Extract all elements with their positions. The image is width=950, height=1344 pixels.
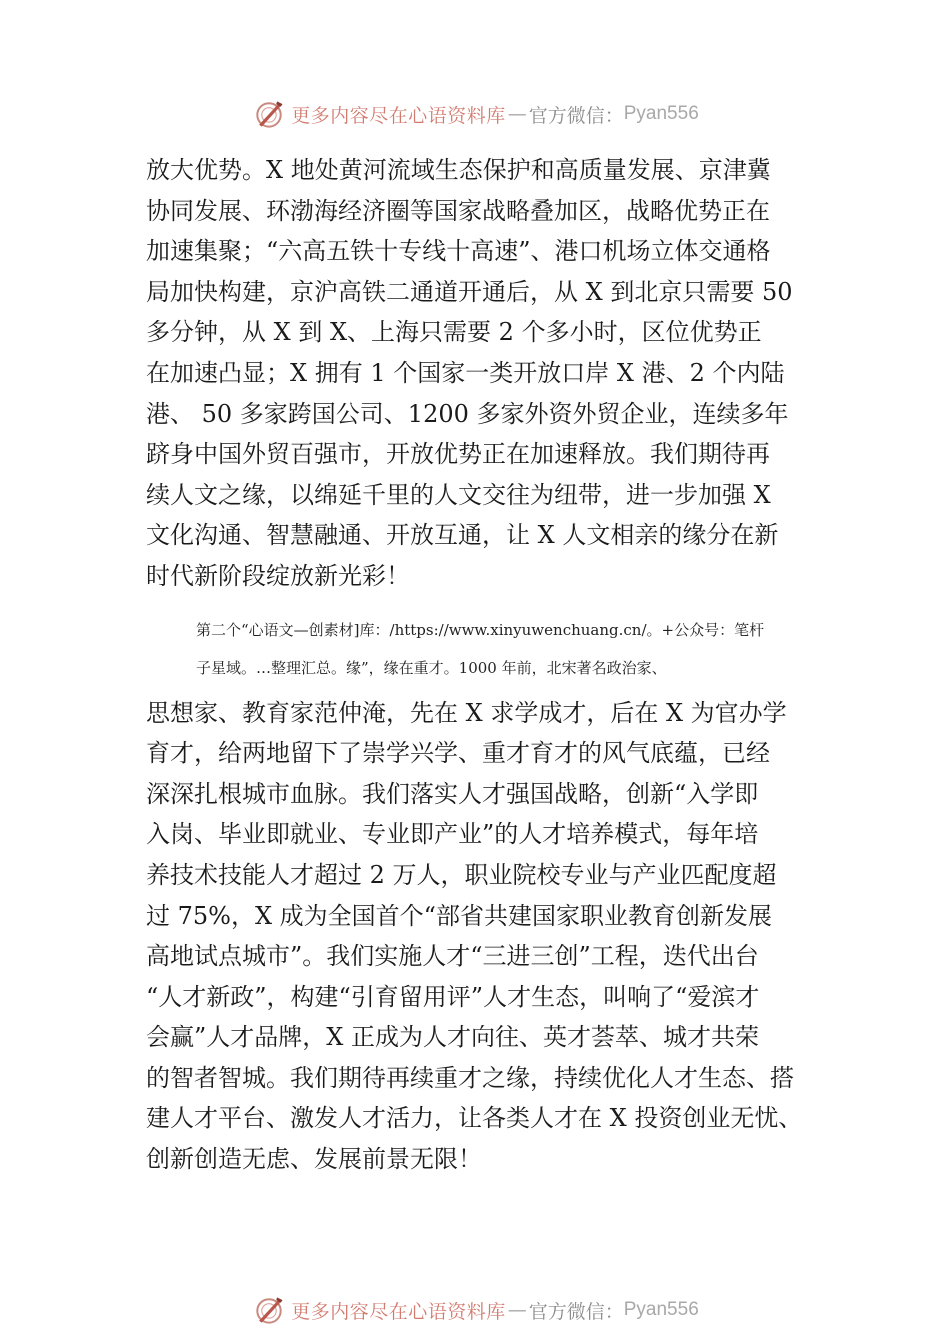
text-line: 多分钟，从 X 到 X、上海只需要 2 个多小时，区位优势正 bbox=[146, 318, 762, 347]
text-line: 续人文之缘，以绵延千里的人文交往为纽带，进一步加强 X bbox=[146, 480, 771, 509]
text-line: 在加速凸显；X 拥有 1 个国家一类开放口岸 X 港、2 个内陆 bbox=[146, 358, 785, 387]
text-line: 局加快构建，京沪高铁二通道开通后，从 X 到北京只需要 50 bbox=[146, 277, 793, 306]
paragraph-open-advantage bbox=[146, 150, 816, 597]
pen-circle-logo-icon bbox=[251, 96, 287, 132]
watermark-note bbox=[146, 611, 816, 687]
text-line: 的智者智城。我们期待再续重才之缘，持续优化人才生态、搭 bbox=[146, 1063, 794, 1092]
text-line: 建人才平台、激发人才活力，让各类人才在 X 投资创业无忧、 bbox=[146, 1104, 803, 1133]
text-line: 文化沟通、智慧融通、开放互通，让 X 人文相亲的缘分在新 bbox=[146, 521, 779, 550]
text-line: 跻身中国外贸百强市，开放优势正在加速释放。我们期待再 bbox=[146, 440, 770, 469]
text-line: 高地试点城市”。我们实施人才“三进三创”工程，迭代出台 bbox=[146, 942, 759, 971]
header-official-label: 官方微信： bbox=[528, 104, 624, 127]
text-line: 育才，给两地留下了崇学兴学、重才育才的风气底蕴，已经 bbox=[146, 739, 770, 768]
footer-separator: — bbox=[507, 1299, 527, 1321]
text-line: “人才新政”，构建“引育留用评”人才生态，叫响了“爱滨才 bbox=[146, 982, 760, 1011]
text-line: 协同发展、环渤海经济圈等国家战略叠加区，战略优势正在 bbox=[146, 196, 770, 225]
text-line: 创新创造无虑、发展前景无限！ bbox=[146, 1145, 482, 1174]
text-line: 养技术技能人才超过 2 万人，职业院校专业与产业匹配度超 bbox=[146, 860, 777, 889]
text-line: 思想家、教育家范仲淹，先在 X 求学成才，后在 X 为官办学 bbox=[146, 698, 787, 727]
text-line: 放大优势。X 地处黄河流域生态保护和高质量发展、京津冀 bbox=[146, 156, 771, 184]
header-banner bbox=[0, 94, 950, 134]
paragraph-talent bbox=[146, 693, 816, 1180]
header-wechat-handle: Pyan556 bbox=[623, 103, 699, 124]
text-line: 入岗、毕业即就业、专业即产业”的人才培养模式，每年培 bbox=[146, 820, 759, 849]
footer-official-label: 官方微信： bbox=[528, 1300, 624, 1323]
pen-circle-logo-icon bbox=[251, 1292, 287, 1328]
text-line: 时代新阶段绽放新光彩！ bbox=[146, 561, 410, 590]
text-line: 子星域。…整理汇总。缘”，缘在重才。1000 年前，北宋著名政治家、 bbox=[196, 658, 667, 677]
footer-brand-text: 更多内容尽在心语资料库 bbox=[291, 1300, 506, 1323]
header-separator: — bbox=[507, 103, 527, 125]
text-line: 第二个“心语文—创素材]库：/https://www.xinyuwenchuang.cn/。+公众号：笔杆 bbox=[196, 620, 765, 639]
text-line: 加速集聚；“六高五铁十专线十高速”、港口机场立体交通格 bbox=[146, 237, 771, 266]
text-line: 深深扎根城市血脉。我们落实人才强国战略，创新“入学即 bbox=[146, 779, 759, 808]
footer-wechat-handle: Pyan556 bbox=[623, 1299, 699, 1320]
header-brand-text: 更多内容尽在心语资料库 bbox=[291, 104, 506, 127]
text-line: 过 75%，X 成为全国首个“部省共建国家职业教育创新发展 bbox=[146, 901, 772, 930]
text-line: 港、 50 多家跨国公司、1200 多家外资外贸企业，连续多年 bbox=[146, 399, 789, 428]
document-body bbox=[146, 150, 816, 1180]
footer-banner bbox=[0, 1290, 950, 1330]
text-line: 会赢”人才品牌，X 正成为人才向往、英才荟萃、城才共荣 bbox=[146, 1023, 759, 1052]
